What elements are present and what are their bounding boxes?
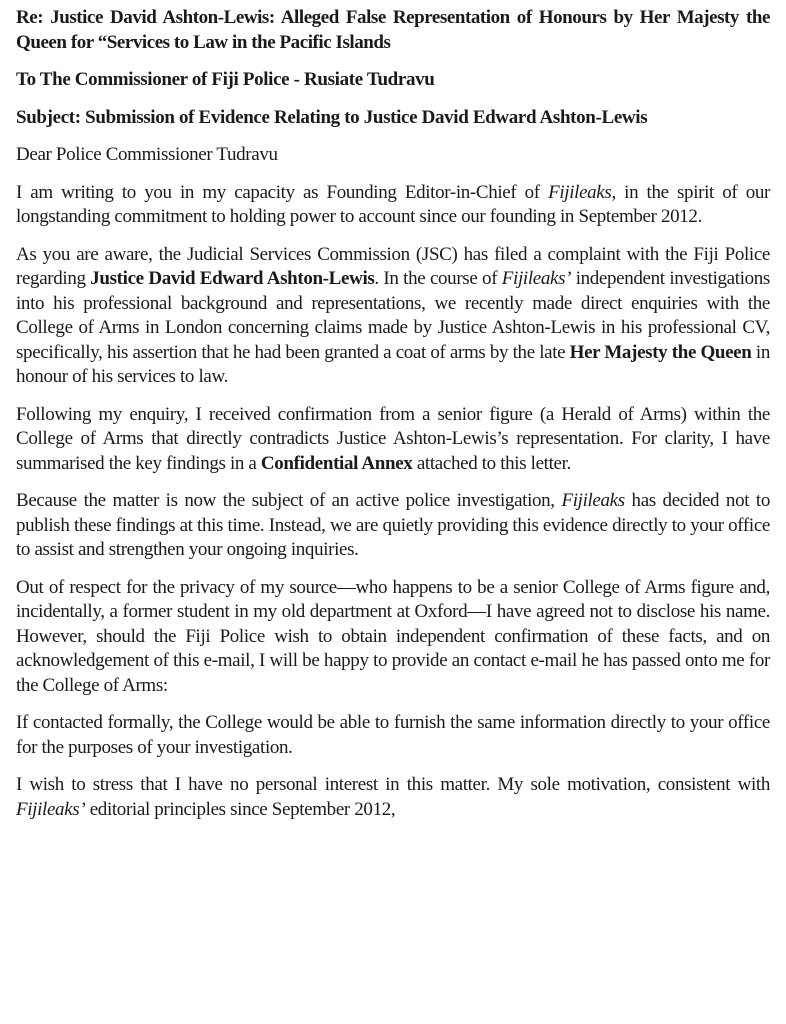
text-segment: Because the matter is now the subject of an active police investigation, — [16, 490, 562, 511]
subject-line: Subject: Submission of Evidence Relating to Justice David Edward Ashton-Lewis — [16, 106, 648, 128]
italic-text-segment: Fijileaks — [548, 181, 612, 203]
salutation: Dear Police Commissioner Tudravu — [16, 144, 278, 165]
text-segment: As you are aware, the Judicial Services Commission (JSC) has filed a complaint with the Fiji Police regarding — [16, 243, 770, 289]
letter-body — [16, 181, 770, 823]
text-segment: If contacted formally, the College would be able to furnish the same information directly to your office for the purposes of your investigation. — [16, 712, 770, 758]
text-segment: . In the course of — [374, 268, 502, 289]
text-segment: Following my enquiry, I received confirmation from a senior figure (a Herald of Arms) within the College of Arms that directly contradicts Justice Ashton-Lewis’s representation. For clarity, I have summarised the key findings in a — [16, 403, 770, 474]
text-segment: attached to this letter. — [412, 452, 571, 474]
bold-text-segment: Justice David Edward Ashton-Lewis — [90, 268, 375, 289]
italic-text-segment: Fijileaks’ — [16, 798, 86, 820]
re-line: Re: Justice David Ashton-Lewis: Alleged False Representation of Honours by Her Majesty the Queen for “Services to Law in the Pacific Islands — [16, 7, 770, 53]
text-segment: in honour of his services to law. — [16, 341, 770, 387]
body-paragraph — [16, 403, 770, 477]
body-paragraph — [16, 243, 770, 390]
body-paragraph — [16, 711, 770, 760]
body-paragraph — [16, 576, 770, 699]
italic-text-segment: Fijileaks — [561, 490, 625, 511]
text-segment: I wish to stress that I have no personal interest in this matter. My sole motivation, consistent with — [16, 774, 770, 795]
italic-text-segment: Fijileaks’ — [501, 268, 572, 289]
to-line: To The Commissioner of Fiji Police - Rusiate Tudravu — [16, 69, 435, 90]
bold-text-segment: Her Majesty the Queen — [569, 341, 752, 363]
body-paragraph — [16, 181, 770, 230]
text-segment: has decided not to publish these findings at this time. Instead, we are quietly providing this evidence directly to your office to assist and strengthen your ongoing inquiries. — [16, 490, 770, 560]
bold-text-segment: Confidential Annex — [260, 452, 413, 474]
text-segment: , in the spirit of our longstanding commitment to holding power to account since our founding in September 2012. — [16, 181, 770, 227]
body-paragraph — [16, 489, 770, 563]
text-segment: independent investigations into his professional background and representations, we recently made direct enquiries with the College of Arms in London concerning claims made by Justice Ashton-Lewis in his professional CV, specifically, his assertion that he had been granted a coat of arms by the late — [16, 268, 770, 363]
text-segment: I am writing to you in my capacity as Founding Editor-in-Chief of — [16, 181, 549, 203]
body-paragraph — [16, 773, 770, 822]
text-segment: editorial principles since September 2012, — [85, 798, 396, 820]
text-segment: Out of respect for the privacy of my source—who happens to be a senior College of Arms figure and, incidentally, a former student in my old department at Oxford—I have agreed not to disclose his name. However, should the Fiji Police wish to obtain independent confirmation of these facts, and on acknowledgement of this e-mail, I will be happy to provide an contact e-mail he has passed onto me for the College of Arms: — [16, 576, 770, 696]
